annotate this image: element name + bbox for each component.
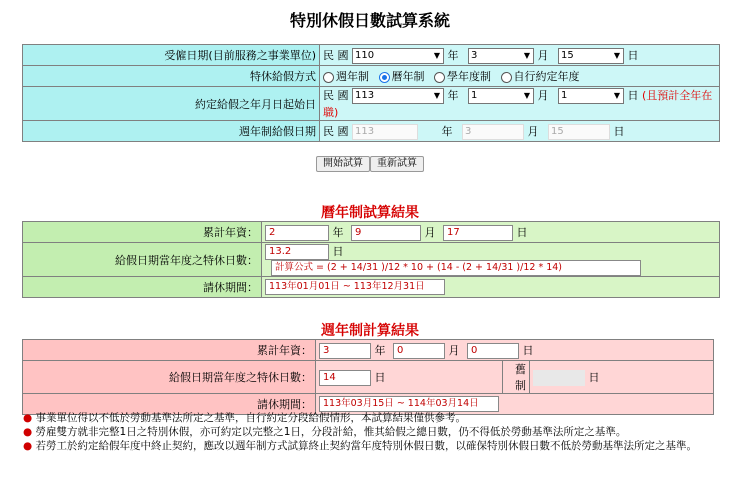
radio-calendar-year[interactable] [379, 72, 390, 83]
anniv-days-field: 0 [467, 343, 519, 359]
anniv-leave-row [23, 361, 714, 394]
note-item: ● 事業單位得以不低於勞動基準法所定之基準，自行約定分段給假情形，本試算結果僅供參考。 [23, 412, 467, 424]
input-form [22, 44, 720, 142]
start-day-unit: 日 [627, 89, 639, 102]
calendar-period-field: 113年01月01日 ~ 113年12月31日 [265, 279, 445, 295]
anniv-seniority-label: 累計年資： [23, 340, 316, 361]
start-era: 民 國 [323, 89, 349, 102]
calendar-days-unit: 日 [516, 225, 528, 239]
start-date-label: 約定給假之年月日起始日 [23, 87, 320, 121]
hire-year-select[interactable]: 110 ▼ [352, 48, 444, 64]
note-item: ● 若勞工於約定給假年度中終止契約，應改以週年制方式試算終止契約當年度特別休假日數，以確保特別休假日數不低於勞動基準法所定之基準。 [23, 440, 698, 452]
radio-calendar-year-label: 曆年制 [391, 70, 425, 83]
start-month-unit: 月 [537, 89, 549, 102]
start-year-unit: 年 [447, 89, 459, 102]
radio-anniversary[interactable] [323, 72, 334, 83]
anniv-year-field: 113 [352, 124, 418, 140]
chevron-down-icon: ▼ [523, 91, 530, 100]
calculate-button[interactable]: 開始試算 [316, 156, 370, 172]
calendar-result-title: 曆年制試算結果 [321, 205, 419, 221]
calendar-months-field: 9 [351, 225, 421, 241]
calendar-formula-field: 計算公式 = (2 + 14/31 )/12 * 10 + (14 - (2 + 14/31 )/12 * 14) [271, 260, 641, 276]
anniv-seniority-row [23, 340, 714, 361]
method-row [23, 66, 720, 87]
calendar-period-label: 請休期間： [23, 277, 262, 298]
notes-list [22, 411, 722, 453]
reset-button[interactable]: 重新試算 [370, 156, 424, 172]
anniv-months-unit: 月 [448, 343, 460, 357]
anniv-months-field: 0 [393, 343, 445, 359]
anniv-month-unit: 月 [527, 124, 539, 138]
anniv-day-unit: 日 [613, 124, 625, 138]
anniv-years-field: 3 [319, 343, 371, 359]
calendar-days-field: 17 [443, 225, 513, 241]
calendar-months-unit: 月 [424, 225, 436, 239]
anniv-date-row [23, 121, 720, 142]
anniv-years-unit: 年 [374, 343, 386, 357]
calendar-seniority-label: 累計年資： [23, 222, 262, 243]
calendar-period-row [23, 277, 720, 298]
hire-date-label: 受僱日期(目前服務之事業單位) [23, 45, 320, 66]
note-item: ● 勞雇雙方就非完整1日之特別休假，亦可約定以完整之1日，分段計給，惟其給假之總日數，仍不得低於勞動基準法所定之基準。 [23, 426, 627, 438]
anniv-period-label: 請休期間： [23, 394, 316, 415]
calendar-leave-field: 13.2 [265, 244, 329, 260]
chevron-down-icon: ▼ [613, 50, 620, 60]
chevron-down-icon: ▼ [433, 50, 440, 60]
chevron-down-icon: ▼ [523, 50, 530, 60]
anniv-old-field [533, 370, 585, 386]
hire-day-select[interactable]: 15 ▼ [558, 48, 624, 64]
calendar-leave-row [23, 243, 720, 277]
anniv-leave-label: 給假日期當年度之特休日數： [23, 361, 316, 394]
bullet-icon: ● [23, 426, 33, 438]
calendar-leave-label: 給假日期當年度之特休日數： [23, 243, 262, 277]
anniv-old-label: 舊制 [503, 361, 530, 394]
hire-day-unit: 日 [627, 48, 639, 62]
anniv-days-unit: 日 [522, 343, 534, 357]
start-day-select[interactable]: 1 ▼ [558, 88, 624, 104]
calendar-years-unit: 年 [332, 225, 344, 239]
hire-month-unit: 月 [537, 48, 549, 62]
anniv-era: 民 國 [323, 124, 349, 138]
radio-anniversary-label: 週年制 [336, 70, 369, 83]
anniv-leave-field: 14 [319, 370, 371, 386]
hire-year-unit: 年 [447, 48, 459, 62]
bullet-icon: ● [23, 440, 33, 452]
radio-custom-year[interactable] [501, 72, 512, 83]
radio-custom-year-label: 自行約定年度 [513, 70, 580, 83]
anniv-result-title: 週年制計算結果 [321, 323, 419, 339]
anniv-year-unit: 年 [441, 124, 453, 138]
anniv-result-table [22, 339, 714, 415]
anniv-date-label: 週年制給假日期 [23, 121, 320, 142]
calendar-years-field: 2 [265, 225, 329, 241]
hire-month-select[interactable]: 3 ▼ [468, 48, 534, 64]
anniv-old-unit: 日 [588, 370, 600, 384]
calendar-seniority-row [23, 222, 720, 243]
radio-academic-year[interactable] [434, 72, 445, 83]
calendar-result-table [22, 221, 720, 298]
radio-academic-year-label: 學年度制 [447, 70, 491, 83]
anniv-period-field: 113年03月15日 ~ 114年03月14日 [319, 396, 499, 412]
chevron-down-icon: ▼ [433, 91, 440, 100]
hire-era: 民 國 [323, 48, 349, 62]
start-date-note: (且預計全年在職) [323, 89, 713, 119]
start-date-row [23, 87, 720, 121]
hire-date-row [23, 45, 720, 66]
anniv-day-field: 15 [548, 124, 610, 140]
start-year-select[interactable]: 113 ▼ [352, 88, 444, 104]
start-month-select[interactable]: 1 ▼ [468, 88, 534, 104]
method-label: 特休給假方式 [23, 66, 320, 87]
anniv-leave-unit: 日 [374, 370, 386, 384]
page-title: 特別休假日數試算系統 [289, 11, 450, 30]
anniv-month-field: 3 [462, 124, 524, 140]
chevron-down-icon: ▼ [613, 91, 620, 100]
bullet-icon: ● [23, 412, 33, 424]
calendar-leave-unit: 日 [332, 245, 344, 258]
